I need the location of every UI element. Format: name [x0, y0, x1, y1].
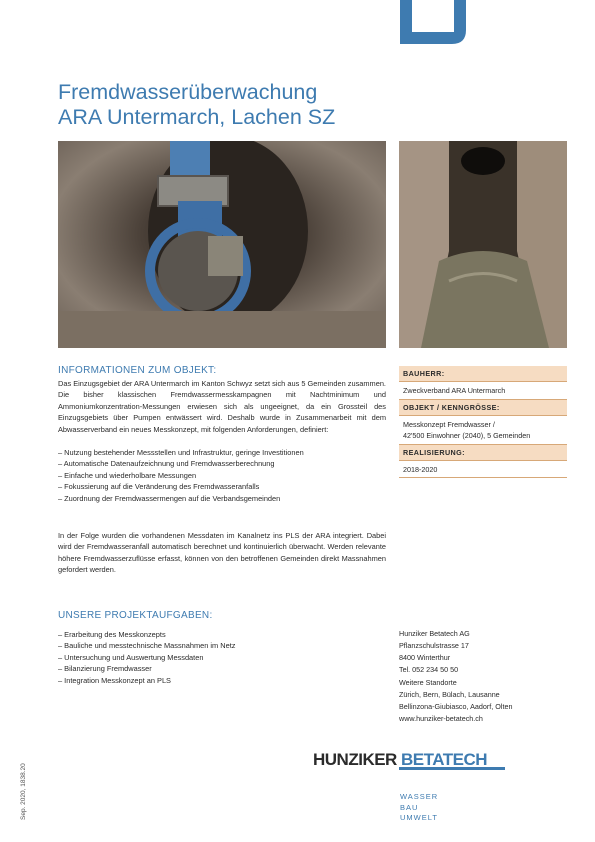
list-item: – Einfache und wiederholbare Messungen [58, 470, 197, 480]
objekt-value-line-1: Messkonzept Fremdwasser / [403, 419, 495, 429]
city: 8400 Winterthur [399, 653, 451, 662]
company-name: Hunziker Betatech AG [399, 629, 470, 638]
bauherr-label: BAUHERR: [399, 366, 567, 382]
list-item: – Untersuchung und Auswertung Messdaten [58, 652, 204, 662]
requirements-list [58, 447, 386, 504]
list-item: – Bilanzierung Fremdwasser [58, 664, 152, 674]
list-item: – Nutzung bestehender Messstellen und Infrastruktur, geringe Investitionen [58, 448, 304, 457]
page-title [58, 80, 335, 130]
tagline-item: BAU [400, 802, 419, 812]
list-item: – Automatische Datenaufzeichnung und Fremdwasserberechnung [58, 459, 275, 469]
tagline [400, 792, 438, 824]
locations-line-2: Bellinzona-Giubiasco, Aadorf, Olten [399, 702, 513, 711]
title-line-1: Fremdwasserüberwachung [58, 80, 318, 104]
list-item: – Erarbeitung des Messkonzepts [58, 630, 166, 639]
tasks-heading: UNSERE PROJEKTAUFGABEN: [58, 610, 213, 621]
list-item: – Fokussierung auf die Veränderung des Fremdwasseranfalls [58, 482, 260, 492]
list-item: – Zuordnung der Fremdwassermengen auf die Verbandsgemeinden [58, 493, 281, 503]
logo-text-2: BETATECH [401, 750, 488, 769]
info-paragraph-2: In der Folge wurden die vorhandenen Messdaten im Kanalnetz ins PLS der ARA integriert. Dabei wird der Fremdwasseranfall automatisch berechnet und kontinuierlich überwacht. Werden relevante höhere Fremdwasserzuflüsse erfasst, können von den betroffenen Gemeinden direkt Massnahmen gefordert werden. [58, 531, 386, 575]
tasks-list [58, 629, 386, 686]
contact-locations [399, 677, 512, 725]
locations-line-1: Zürich, Bern, Bülach, Lausanne [399, 690, 500, 699]
title-line-2: ARA Untermarch, Lachen SZ [58, 105, 336, 129]
tagline-item: WASSER [400, 792, 439, 801]
info-paragraph-1: Das Einzugsgebiet der ARA Untermarch im Kanton Schwyz setzt sich aus 5 Gemeinden zusammen. Die bisher klassischen Fremdwassermesskampagnen mit Nachtminimum und Ammoniumkonzentration-Messungen erwiesen sich als ungeeignet, da ein Grossteil des Einzugsgebiets über Pumpen entwässert wird. Deshalb wurde in Zusammenarbeit mit dem Abwasserverband ein neues Messkonzept, mit folgenden Anforderungen, definiert: [58, 379, 386, 434]
objekt-value-line-2: 42'500 Einwohner (2040), 5 Gemeinden [403, 431, 531, 440]
street: Pflanzschulstrasse 17 [399, 641, 469, 650]
website-link[interactable]: www.hunziker-betatech.ch [399, 714, 483, 723]
photo-channel [399, 141, 567, 348]
phone: Tel. 052 234 50 50 [399, 665, 459, 674]
hunziker-betatech-logo [313, 747, 508, 773]
photo-sluice-gate [58, 141, 386, 348]
project-facts [399, 366, 567, 478]
list-item: – Bauliche und messtechnische Massnahmen im Netz [58, 641, 236, 651]
brand-mark-shape [400, 0, 466, 44]
locations-label: Weitere Standorte [399, 678, 457, 687]
realisierung-label: REALISIERUNG: [399, 445, 567, 461]
realisierung-value: 2018-2020 [399, 461, 567, 479]
tagline-item: UMWELT [400, 813, 438, 822]
list-item: – Integration Messkonzept an PLS [58, 675, 171, 685]
bauherr-value: Zweckverband ARA Untermarch [399, 382, 567, 400]
document-date: Sep. 2020, 1838.20 [20, 763, 27, 820]
info-heading: INFORMATIONEN ZUM OBJEKT: [58, 365, 217, 376]
objekt-value [399, 416, 567, 445]
contact-address [399, 628, 470, 676]
objekt-label: OBJEKT / KENNGRÖSSE: [399, 400, 567, 416]
logo-text-1: HUNZIKER [313, 750, 397, 769]
